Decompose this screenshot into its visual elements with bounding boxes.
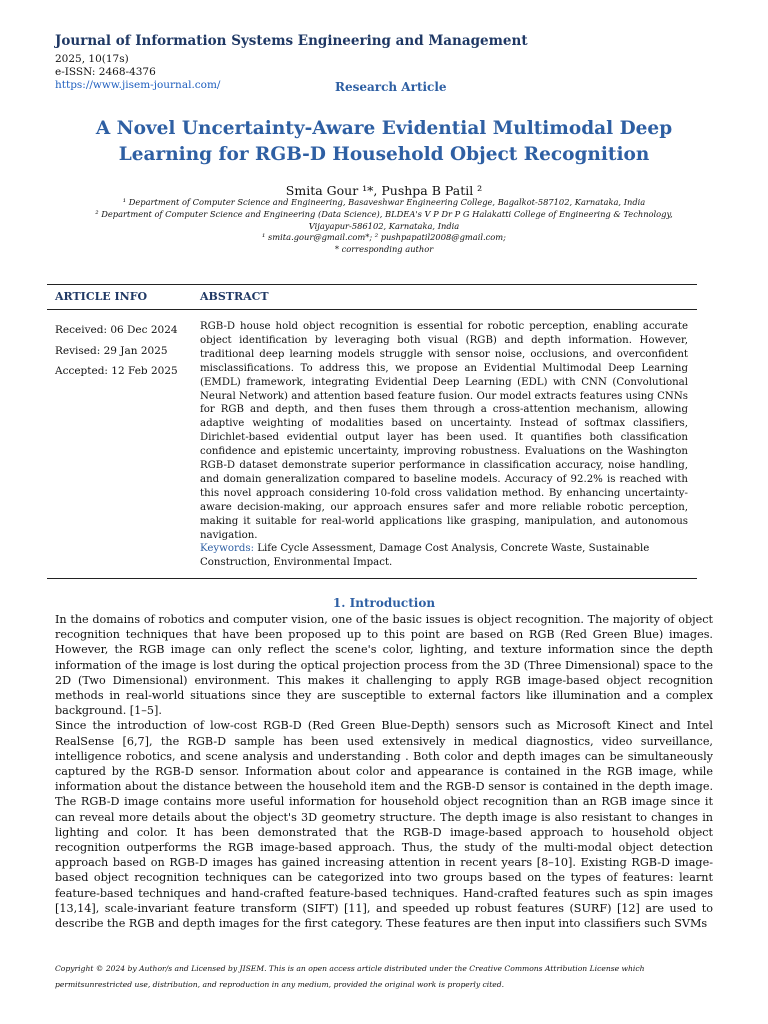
affiliation-2-cont: Vijayapur-586102, Karnataka, India bbox=[308, 220, 460, 231]
journal-url-link[interactable]: https://www.jisem-journal.com/ bbox=[55, 79, 221, 91]
accepted-date: Accepted: 12 Feb 2025 bbox=[55, 365, 178, 377]
divider-top bbox=[47, 284, 697, 285]
keywords bbox=[200, 542, 688, 570]
paper-title-line-2: Learning for RGB-D Household Object Recognition bbox=[118, 144, 650, 165]
affiliation-2: ² Department of Computer Science and Engineering (Data Science), BLDEA's V P Dr P G Halakatti College of Engineering & Technology, bbox=[95, 208, 673, 219]
divider-header bbox=[47, 309, 697, 310]
copyright-line-2: permitsunrestricted use, distribution, and reproduction in any medium, provided the original work is properly cited. bbox=[55, 980, 505, 989]
paper-title-line-1: A Novel Uncertainty-Aware Evidential Multimodal Deep bbox=[95, 118, 673, 139]
copyright-line-1: Copyright © 2024 by Author/s and Licensed by JISEM. This is an open access article distributed under the Creative Commons Attribution License which bbox=[55, 964, 645, 973]
keywords-label: Keywords: bbox=[200, 543, 255, 554]
journal-volume: 2025, 10(17s) bbox=[55, 53, 129, 65]
authors: Smita Gour ¹*, Pushpa B Patil ² bbox=[285, 183, 483, 198]
article-type: Research Article bbox=[335, 80, 447, 94]
received-date: Received: 06 Dec 2024 bbox=[55, 324, 178, 336]
introduction-heading: 1. Introduction bbox=[332, 596, 436, 610]
corresponding-note: * corresponding author bbox=[334, 244, 434, 255]
author-emails: ¹ smita.gour@gmail.com*; ² pushpapatil2008@gmail.com; bbox=[262, 232, 506, 243]
abstract-text: RGB-D house hold object recognition is essential for robotic perception, enabling accurate object identification by leveraging both visual (RGB) and depth information. However, traditional deep learning models struggle with sensor noise, occlusions, and overconfident misclassifications. To address this, we propose an Evidential Multimodal Deep Learning (EMDL) framework, integrating Evidential Deep Learning (EDL) with CNN (Convolutional Neural Network) and attention based feature fusion. Our model extracts features using CNNs for RGB and depth, and then fuses them through a cross-attention mechanism, allowing adaptive weighting of modalities based on uncertainty. Instead of softmax classifiers, Dirichlet-based evidential output layer has been used. It quantifies both classification confidence and epistemic uncertainty, improving robustness. Evaluations on the Washington RGB-D dataset demonstrate superior performance in classification accuracy, noise handling, and domain generalization compared to baseline models. Accuracy of 92.2% is reached with this novel approach considering 10-fold cross validation method. By enhancing uncertainty-aware decision-making, our approach ensures safer and more reliable robotic perception, making it suitable for real-world applications like grasping, manipulation, and autonomous navigation. bbox=[200, 321, 688, 541]
divider-bottom bbox=[47, 578, 697, 579]
affiliations bbox=[60, 197, 708, 256]
article-dates bbox=[55, 320, 178, 382]
journal-name: Journal of Information Systems Engineering and Management bbox=[55, 33, 528, 49]
intro-paragraph-1: In the domains of robotics and computer vision, one of the basic issues is object recognition. The majority of object recognition techniques that have been proposed up to this point are based on RGB (Red Green Blue) images. However, the RGB image can only reflect the scene's color, lighting, and texture information since the depth information of the image is lost during the optical projection process from the 3D (Three Dimensional) space to the 2D (Two Dimensional) environment. This makes it challenging to apply RGB image-based object recognition methods in real-world situations since they are susceptible to external factors like illumination and a complex background. [1–5]. bbox=[55, 613, 713, 718]
abstract-heading: ABSTRACT bbox=[200, 290, 269, 303]
article-info-heading: ARTICLE INFO bbox=[55, 290, 148, 303]
keywords-list: Life Cycle Assessment, Damage Cost Analysis, Concrete Waste, Sustainable Construction, Environmental Impact. bbox=[200, 543, 650, 568]
introduction-body bbox=[55, 612, 713, 931]
paper-title bbox=[60, 116, 708, 168]
copyright-footer bbox=[55, 961, 725, 993]
intro-paragraph-2: Since the introduction of low-cost RGB-D (Red Green Blue-Depth) sensors such as Microsoft Kinect and Intel RealSense [6,7], the RGB-D sample has been used extensively in medical diagnostics, video surveillance, intelligence robotics, and scene analysis and understanding . Both color and depth images can be simultaneously captured by the RGB-D sensor. Information about color and appearance is contained in the RGB image, while information about the distance between the household item and the RGB-D sensor is contained in the depth image. The RGB-D image contains more useful information for household object recognition than an RGB image since it can reveal more details about the object's 3D geometry structure. The depth image is also resistant to changes in lighting and color. It has been demonstrated that the RGB-D image-based approach to household object recognition outperforms the RGB image-based approach. Thus, the study of the multi-modal object detection approach based on RGB-D images has gained increasing attention in recent years [8–10]. Existing RGB-D image-based object recognition techniques can be categorized into two groups based on the types of features: learnt feature-based techniques and hand-crafted feature-based techniques. Hand-crafted features such as spin images [13,14], scale-invariant feature transform (SIFT) [11], and speeded up robust features (SURF) [12] are used to describe the RGB and depth images for the first category. These features are then input into classifiers such SVMs bbox=[55, 719, 713, 931]
affiliation-1: ¹ Department of Computer Science and Engineering, Basaveshwar Engineering College, Bagalkot-587102, Karnataka, India bbox=[122, 197, 646, 207]
journal-issn: e-ISSN: 2468-4376 bbox=[55, 66, 156, 78]
revised-date: Revised: 29 Jan 2025 bbox=[55, 344, 168, 357]
